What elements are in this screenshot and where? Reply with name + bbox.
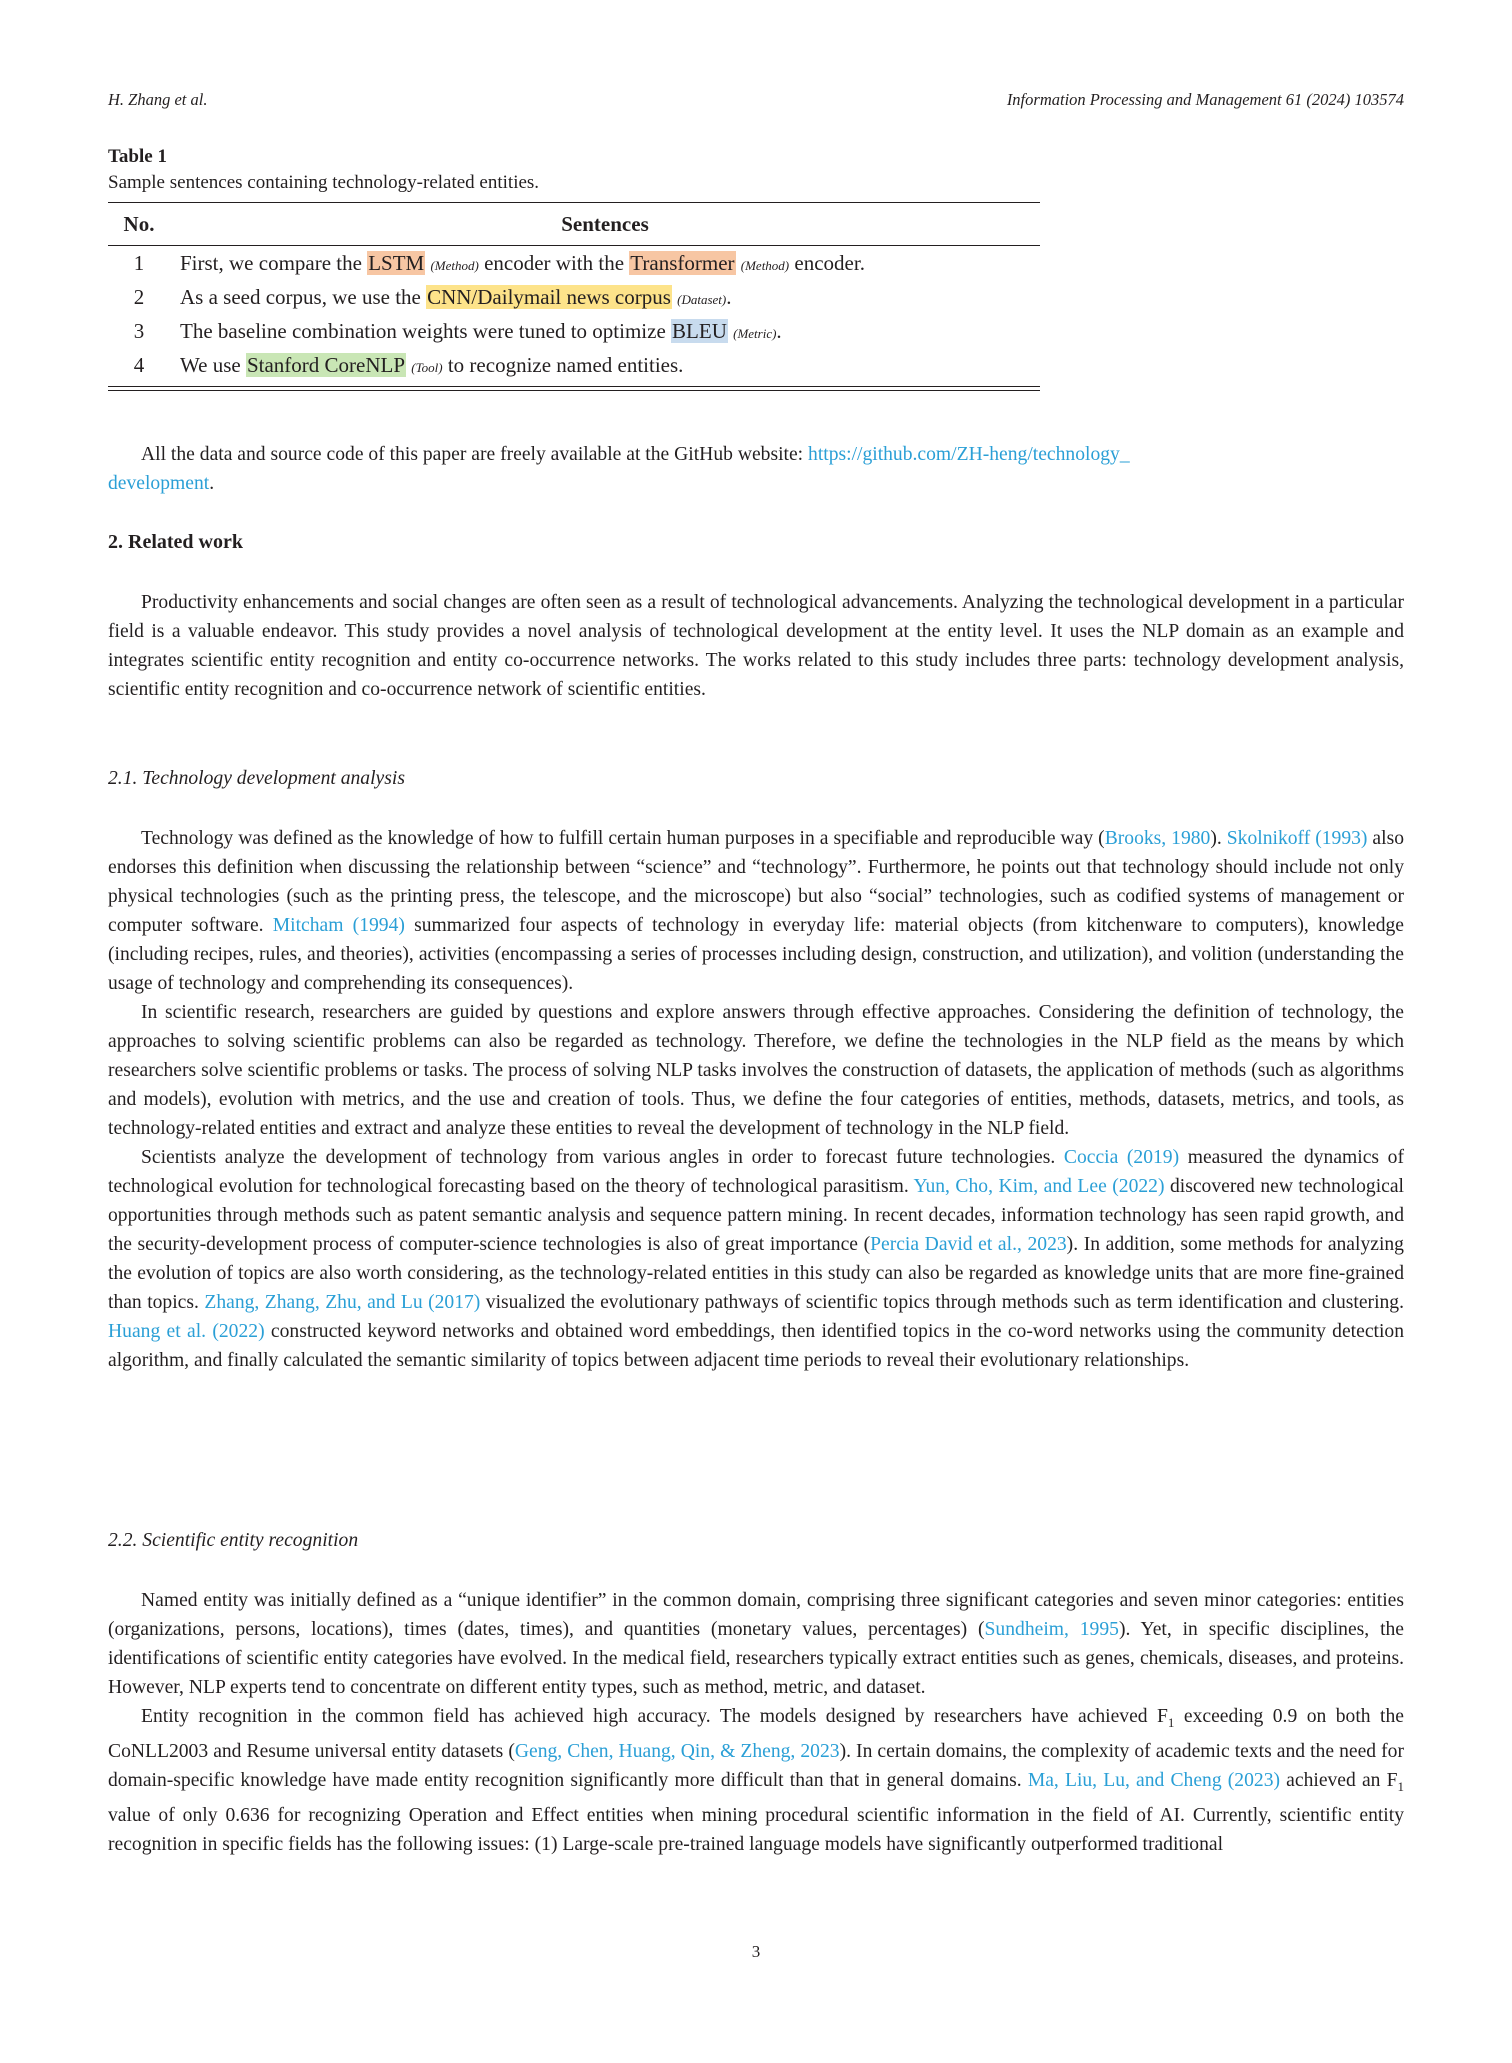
text: Entity recognition in the common field has achieved high accuracy. The models designed by researchers have achieved F bbox=[141, 1706, 1168, 1727]
subsection-heading: 2.1. Technology development analysis bbox=[108, 768, 405, 789]
running-head-journal: Information Processing and Management 61 (2024) 103574 bbox=[1006, 90, 1404, 109]
subscript: 1 bbox=[1167, 1714, 1175, 1730]
table-rule-bottom bbox=[108, 386, 1040, 387]
page-number: 3 bbox=[751, 1942, 761, 1961]
sentence-text: encoder with the bbox=[478, 250, 630, 275]
section-2-1-body bbox=[108, 824, 1404, 1375]
text: ). Yet, in specific disciplines, the identifications of scientific entity categories have evolved. In the medical field, researchers typically extract entities such as genes, chemicals, diseases, and proteins. However, NLP experts tend to concentrate on different entity types, such as method, metric, and dataset. bbox=[108, 1619, 1405, 1698]
row-number: 3 bbox=[133, 318, 145, 343]
citation-link[interactable]: Percia David et al., 2023 bbox=[870, 1234, 1067, 1255]
sentence-text: First, we compare the bbox=[180, 250, 368, 275]
table-row bbox=[108, 314, 1040, 348]
running-head-authors: H. Zhang et al. bbox=[108, 90, 208, 109]
sentence-text: . bbox=[776, 318, 782, 343]
citation-link[interactable]: Yun, Cho, Kim, and Lee (2022) bbox=[913, 1176, 1165, 1197]
column-header-no: No. bbox=[123, 211, 155, 236]
section-2-2-body bbox=[108, 1586, 1404, 1859]
citation-link[interactable]: Sundheim, 1995 bbox=[984, 1619, 1119, 1640]
entity-tag: (Method) bbox=[740, 257, 790, 273]
row-number: 2 bbox=[133, 284, 145, 309]
entity-method: LSTM bbox=[368, 250, 425, 275]
text: value of only 0.636 for recognizing Operation and Effect entities when mining procedural scientific information in the field of AI. Currently, scientific entity recognition in specific fields has the following issues: (1) Large-scale pre-trained language models have significantly outperformed traditional bbox=[108, 1804, 1404, 1855]
github-link-continued[interactable]: development bbox=[108, 473, 210, 494]
table-row bbox=[108, 246, 1040, 280]
availability-text: All the data and source code of this paper are freely available at the GitHub website: bbox=[141, 444, 809, 465]
sentence-cell bbox=[170, 280, 1040, 314]
text: ). In certain domains, the complexity of academic texts and the need for domain-specific knowledge have made entity recognition significantly more difficult than that in general domains. bbox=[108, 1740, 1404, 1791]
sentence-text: encoder. bbox=[789, 250, 865, 275]
citation-link[interactable]: Brooks, 1980 bbox=[1104, 828, 1211, 849]
table-header-row bbox=[108, 203, 1040, 245]
sentence-text: As a seed corpus, we use the bbox=[180, 284, 427, 309]
paragraph bbox=[108, 1702, 1404, 1859]
table-title: Table 1 bbox=[108, 146, 167, 167]
paragraph bbox=[108, 1143, 1404, 1375]
entity-tag: (Dataset) bbox=[677, 291, 727, 307]
table-caption: Sample sentences containing technology-related entities. bbox=[108, 172, 540, 193]
text: visualized the evolutionary pathways of scientific topics through methods such as term identification and clustering. bbox=[480, 1292, 1404, 1313]
citation-link[interactable]: Ma, Liu, Lu, and Cheng (2023) bbox=[1027, 1769, 1281, 1791]
section-2-intro bbox=[108, 588, 1404, 704]
table-rule-bottom-double bbox=[108, 390, 1040, 391]
sample-sentences-table bbox=[108, 203, 1040, 382]
paragraph: In scientific research, researchers are guided by questions and explore answers through effective approaches. Considering the definition of technology, the approaches to solving scientific problems can also be regarded as technology. Therefore, we define the technologies in the NLP field as the means by which researchers solve scientific problems or tasks. The process of solving NLP tasks involves the construction of datasets, the application of methods (such as algorithms and models), evolution with metrics, and the use and creation of tools. Thus, we define the four categories of entities, methods, datasets, metrics, and tools, as technology-related entities and extract and analyze these entities to reveal the development of technology in the NLP field. bbox=[108, 1002, 1404, 1139]
sentence-cell bbox=[170, 348, 1040, 382]
citation-link[interactable]: Geng, Chen, Huang, Qin, & Zheng, 2023 bbox=[514, 1740, 840, 1762]
subscript: 1 bbox=[1397, 1778, 1404, 1794]
paragraph: Productivity enhancements and social changes are often seen as a result of technological advancements. Analyzing the technological development in a particular field is a valuable endeavor. This study provides a novel analysis of technological development at the entity level. It uses the NLP domain as an example and integrates scientific entity recognition and entity co-occurrence networks. The works related to this study includes three parts: technology development analysis, scientific entity recognition and co-occurrence network of scientific entities. bbox=[108, 592, 1404, 700]
availability-paragraph bbox=[108, 440, 1404, 498]
text: summarized four aspects of technology in everyday life: material objects (from kitchenware to computers), knowledge (including recipes, rules, and theories), activities (encompassing a series of processes including design, construction, and utilization), and volition (understanding the usage of technology and comprehending its consequences). bbox=[108, 915, 1404, 994]
citation-link[interactable]: Coccia (2019) bbox=[1063, 1147, 1180, 1168]
text: achieved an F bbox=[1280, 1769, 1398, 1791]
sentence-text: to recognize named entities. bbox=[442, 352, 684, 377]
entity-metric: BLEU bbox=[672, 318, 727, 343]
sentence-text: We use bbox=[180, 352, 246, 377]
row-number: 4 bbox=[133, 352, 145, 377]
running-head bbox=[108, 90, 1404, 114]
text: constructed keyword networks and obtained word embeddings, then identified topics in the co-word networks using the community detection algorithm, and finally calculated the semantic similarity of topics between adjacent time periods to reveal their evolutionary relationships. bbox=[108, 1321, 1404, 1371]
subsection-heading: 2.2. Scientific entity recognition bbox=[108, 1530, 359, 1551]
entity-tag: (Tool) bbox=[411, 359, 443, 375]
text: Scientists analyze the development of technology from various angles in order to forecast future technologies. bbox=[141, 1147, 1064, 1168]
table-row bbox=[108, 348, 1040, 382]
text: Technology was defined as the knowledge of how to fulfill certain human purposes in a specifiable and reproducible way ( bbox=[141, 828, 1105, 849]
sentence-text: The baseline combination weights were tuned to optimize bbox=[180, 318, 672, 343]
text: ). In addition, some methods for analyzing the evolution of topics are also worth considering, as the technology-related entities in this study can also be regarded as knowledge units that are more fine-grained than topics. bbox=[108, 1234, 1404, 1313]
text: measured the dynamics of technological evolution for technological forecasting based on the theory of technological parasitism. bbox=[108, 1147, 1404, 1197]
citation-link[interactable]: Huang et al. (2022) bbox=[108, 1321, 265, 1342]
entity-tag: (Metric) bbox=[733, 325, 777, 341]
table-row bbox=[108, 280, 1040, 314]
text: discovered new technological opportunities through methods such as patent semantic analysis and sequence pattern mining. In recent decades, information technology has seen rapid growth, and the security-development process of computer-science technologies is also of great importance ( bbox=[108, 1176, 1404, 1255]
sentence-text: . bbox=[726, 284, 732, 309]
paragraph bbox=[108, 1586, 1404, 1702]
entity-dataset: CNN/Dailymail news corpus bbox=[427, 284, 671, 309]
text: exceeding 0.9 on both the CoNLL2003 and Resume universal entity datasets ( bbox=[108, 1706, 1404, 1762]
sentence-cell bbox=[170, 314, 1040, 348]
citation-link[interactable]: Mitcham (1994) bbox=[272, 915, 405, 936]
text: ). bbox=[1210, 828, 1227, 849]
paragraph bbox=[108, 824, 1404, 998]
text: also endorses this definition when discussing the relationship between “science” and “technology”. Furthermore, he points out that technology should include not only physical technologies (such as the printing press, the telescope, and the microscope) but also “social” technologies, such as codified systems of management or computer software. bbox=[108, 828, 1404, 936]
availability-end: . bbox=[209, 473, 215, 494]
github-link[interactable]: https://github.com/ZH-heng/technology_ bbox=[808, 444, 1130, 465]
entity-tool: Stanford CoreNLP bbox=[246, 352, 406, 377]
sentence-cell bbox=[170, 246, 1040, 280]
citation-link[interactable]: Zhang, Zhang, Zhu, and Lu (2017) bbox=[204, 1292, 481, 1313]
entity-method: Transformer bbox=[630, 250, 735, 275]
table-body bbox=[108, 202, 1040, 391]
citation-link[interactable]: Skolnikoff (1993) bbox=[1226, 828, 1368, 849]
table-1 bbox=[108, 144, 1404, 377]
text: Named entity was initially defined as a “unique identifier” in the common domain, comprising three significant categories and seven minor categories: entities (organizations, persons, locations), times (dates, times), and quantities (monetary values, percentages) ( bbox=[108, 1590, 1404, 1640]
column-header-sentences: Sentences bbox=[561, 211, 649, 236]
row-number: 1 bbox=[133, 250, 145, 275]
entity-tag: (Method) bbox=[430, 257, 479, 273]
section-heading: 2. Related work bbox=[108, 531, 243, 553]
